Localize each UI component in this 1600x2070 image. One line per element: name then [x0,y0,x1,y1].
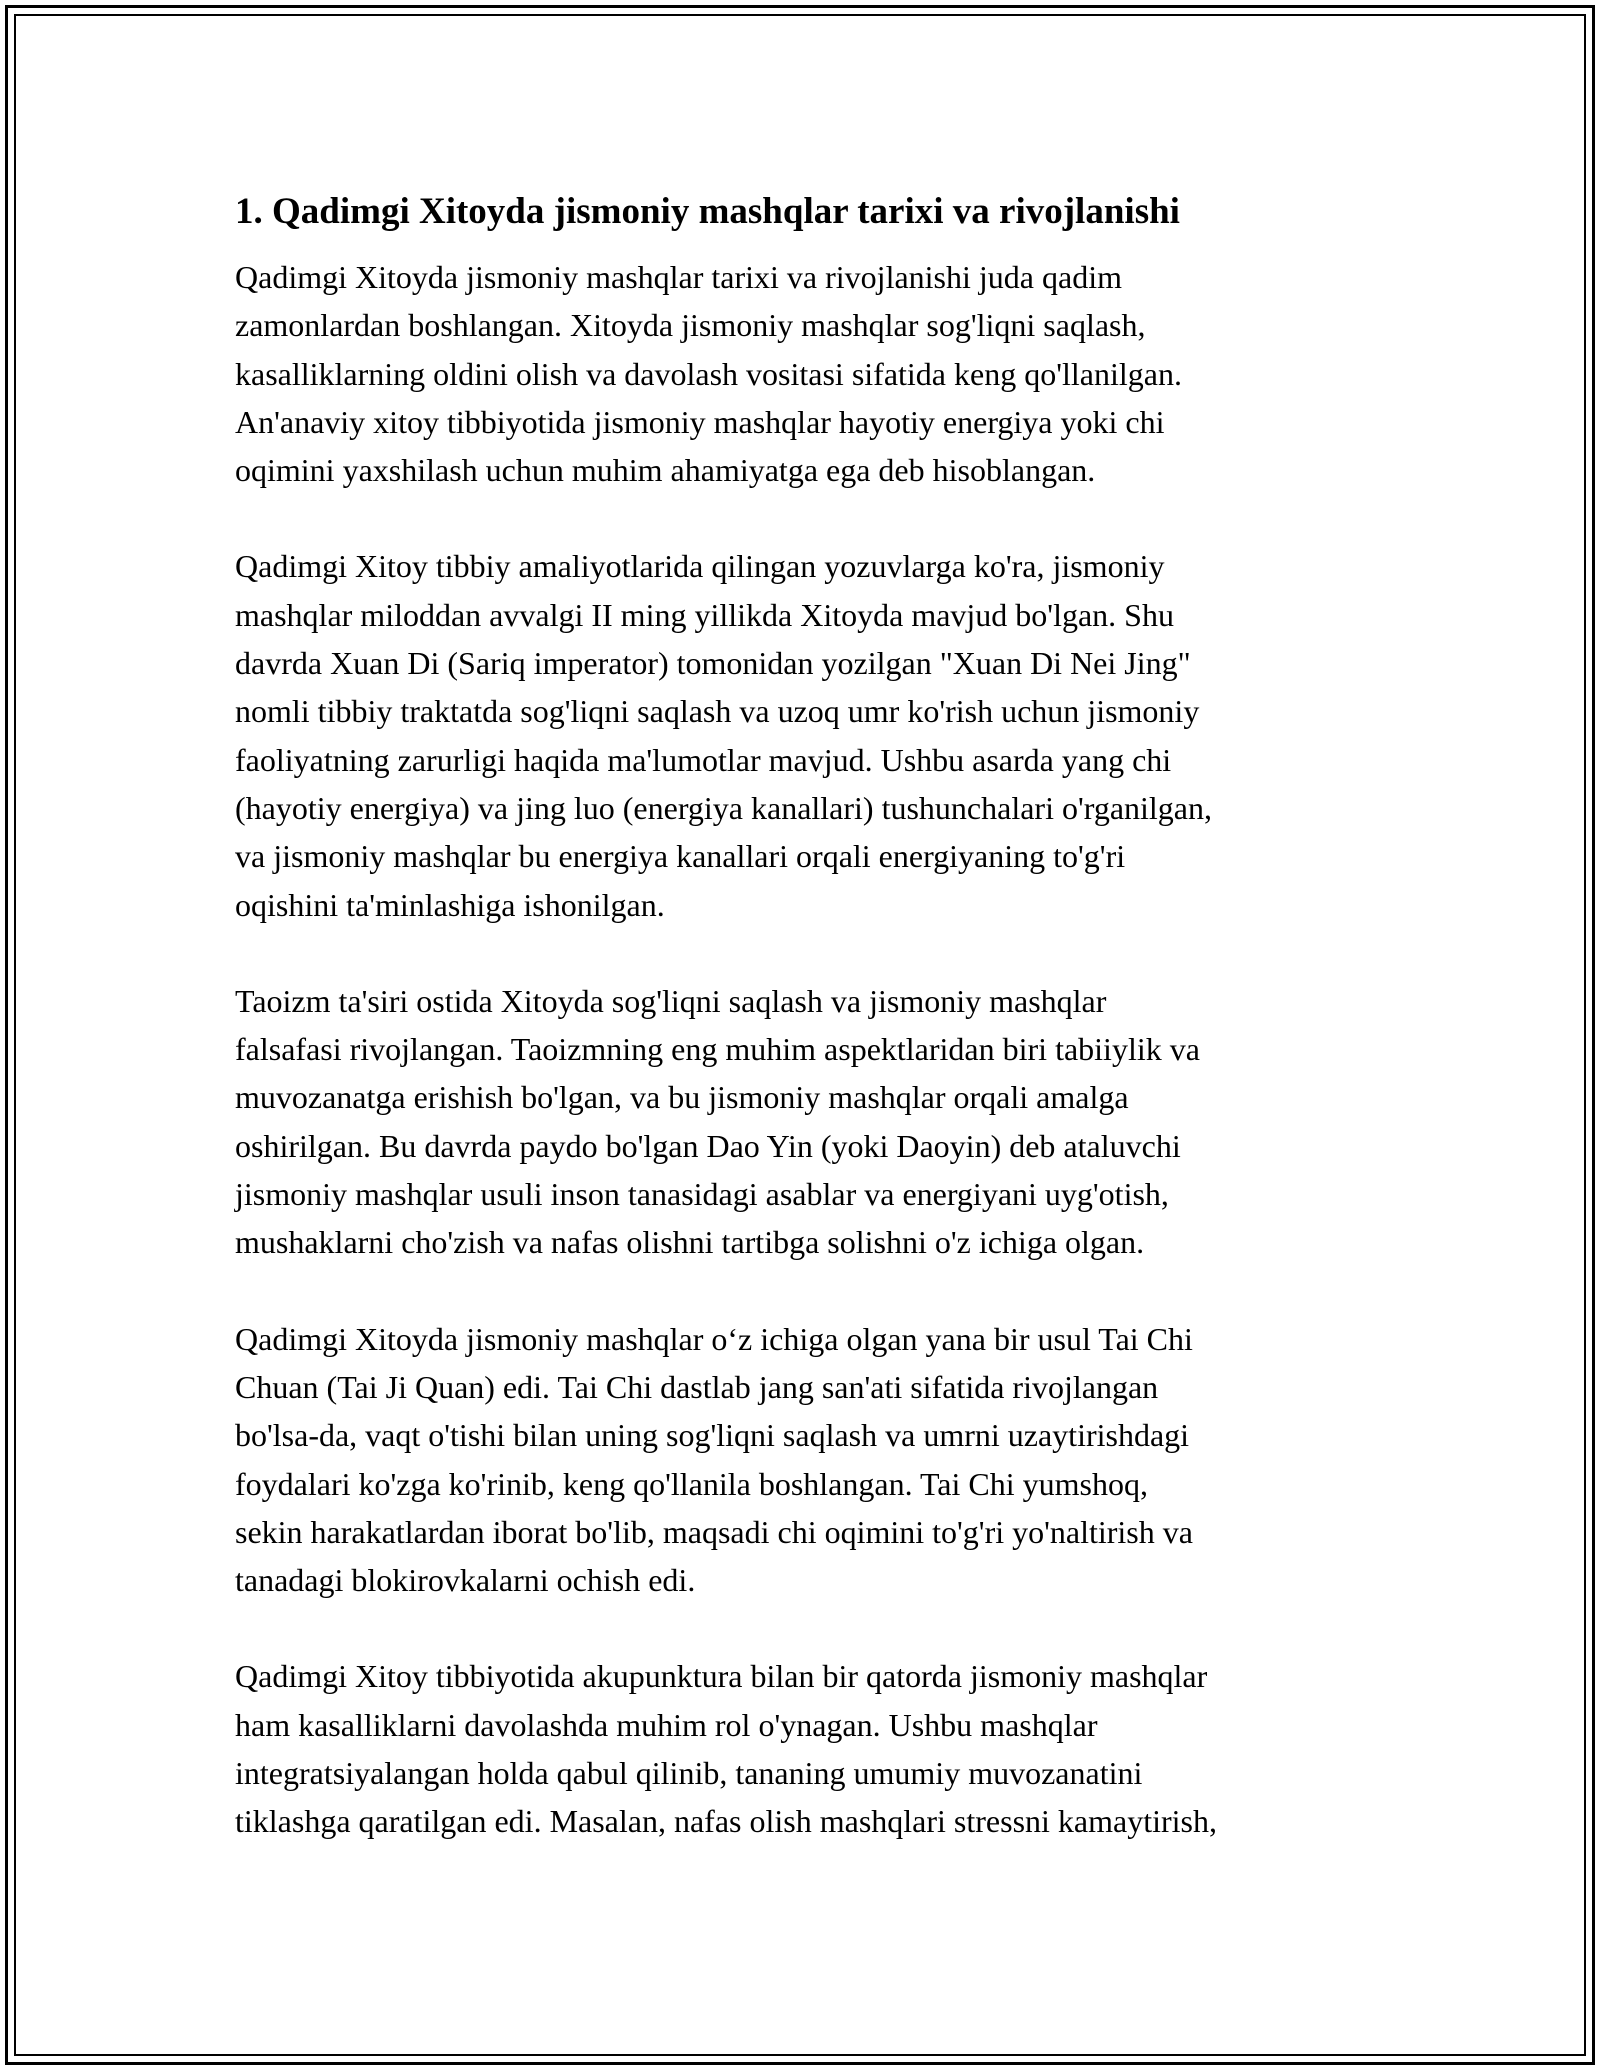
paragraph-5 [235,1652,1405,1845]
text-line: kasalliklarning oldini olish va davolash vositasi sifatida keng qo'llanilgan. [235,355,1182,392]
text-line: Qadimgi Xitoy tibbiy amaliyotlarida qilingan yozuvlarga ko'ra, jismoniy [235,548,1165,585]
text-line: oshirilgan. Bu davrda paydo bo'lgan Dao Yin (yoki Daoyin) deb ataluvchi [235,1127,1181,1164]
paragraph-2 [235,542,1405,928]
text-line: jismoniy mashqlar usuli inson tanasidagi asablar va energiyani uyg'otish, [235,1176,1169,1213]
paragraph-3 [235,977,1405,1267]
text-line: va jismoniy mashqlar bu energiya kanallari orqali energiyaning to'g'ri [235,838,1126,875]
text-line: davrda Xuan Di (Sariq imperator) tomonidan yozilgan "Xuan Di Nei Jing" [235,645,1191,682]
text-line: zamonlardan boshlangan. Xitoyda jismoniy mashqlar sog'liqni saqlash, [235,307,1146,344]
section-heading: 1. Qadimgi Xitoyda jismoniy mashqlar tarixi va rivojlanishi [235,191,1180,232]
text-line: sekin harakatlardan iborat bo'lib, maqsadi chi oqimini to'g'ri yo'naltirish va [235,1513,1193,1550]
text-line: oqimini yaxshilash uchun muhim ahamiyatga ega deb hisoblangan. [235,452,1096,489]
document-body [235,187,1405,1894]
text-line: nomli tibbiy traktatda sog'liqni saqlash va uzoq umr ko'rish uchun jismoniy [235,693,1200,730]
paragraph-4 [235,1315,1405,1605]
text-line: ham kasalliklarni davolashda muhim rol o'ynagan. Ushbu mashqlar [235,1706,1098,1743]
text-line: falsafasi rivojlangan. Taoizmning eng muhim aspektlaridan biri tabiiylik va [235,1031,1200,1068]
text-line: An'anaviy xitoy tibbiyotida jismoniy mashqlar hayotiy energiya yoki chi [235,403,1165,440]
text-line: foydalari ko'zga ko'rinib, keng qo'llanila boshlangan. Tai Chi yumshoq, [235,1465,1148,1502]
text-line: Qadimgi Xitoyda jismoniy mashqlar o‘z ichiga olgan yana bir usul Tai Chi [235,1320,1193,1357]
paragraph-1 [235,253,1405,494]
text-line: Qadimgi Xitoyda jismoniy mashqlar tarixi va rivojlanishi juda qadim [235,259,1122,295]
text-line: tiklashga qaratilgan edi. Masalan, nafas olish mashqlari stressni kamaytirish, [235,1803,1217,1840]
text-line: mushaklarni cho'zish va nafas olishni tartibga solishni o'z ichiga olgan. [235,1224,1145,1261]
text-line: oqishini ta'minlashiga ishonilgan. [235,886,665,923]
text-line: (hayotiy energiya) va jing luo (energiya kanallari) tushunchalari o'rganilgan, [235,789,1212,826]
text-line: Qadimgi Xitoy tibbiyotida akupunktura bilan bir qatorda jismoniy mashqlar [235,1658,1208,1695]
text-line: bo'lsa-da, vaqt o'tishi bilan uning sog'liqni saqlash va umrni uzaytirishdagi [235,1417,1190,1454]
text-line: integratsiyalangan holda qabul qilinib, tananing umumiy muvozanatini [235,1755,1143,1792]
text-line: tanadagi blokirovkalarni ochish edi. [235,1562,696,1599]
text-line: mashqlar miloddan avvalgi II ming yillikda Xitoyda mavjud bo'lgan. Shu [235,596,1174,633]
text-line: Chuan (Tai Ji Quan) edi. Tai Chi dastlab jang san'ati sifatida rivojlangan [235,1368,1159,1405]
text-line: Taoizm ta'siri ostida Xitoyda sog'liqni saqlash va jismoniy mashqlar [235,982,1107,1019]
text-line: faoliyatning zarurligi haqida ma'lumotlar mavjud. Ushbu asarda yang chi [235,741,1172,778]
text-line: muvozanatga erishish bo'lgan, va bu jismoniy mashqlar orqali amalga [235,1079,1129,1116]
